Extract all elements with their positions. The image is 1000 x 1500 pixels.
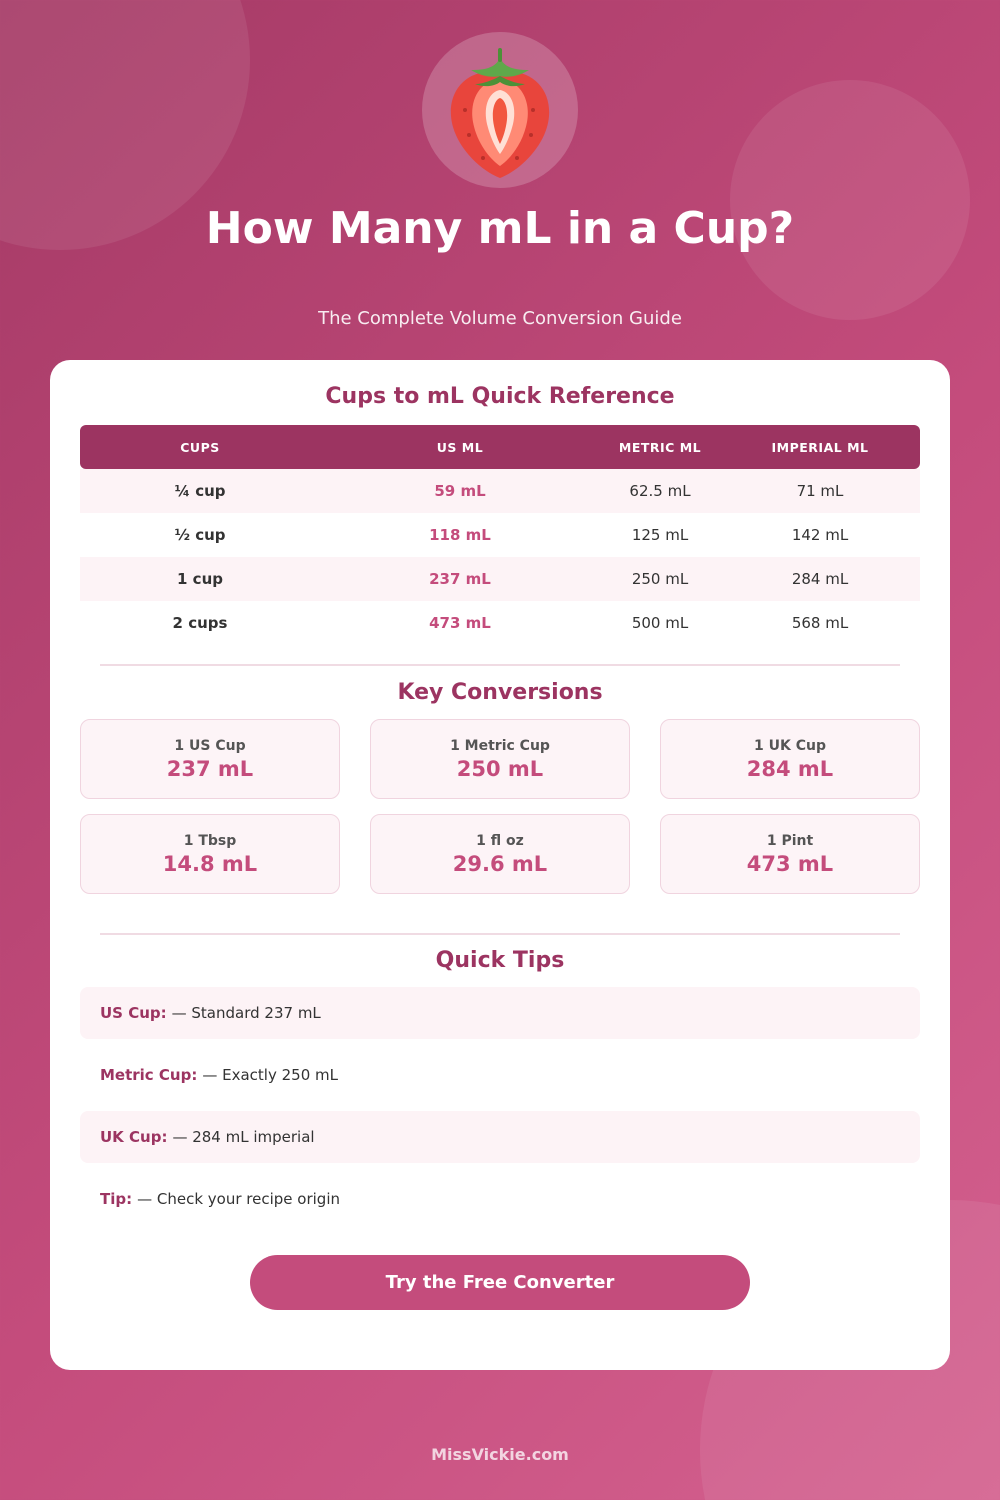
table-cell: 284 mL bbox=[791, 570, 849, 588]
conversion-label: 1 UK Cup bbox=[754, 738, 826, 754]
table-cell: 142 mL bbox=[791, 526, 849, 544]
table-header bbox=[80, 425, 920, 469]
reference-title: Cups to mL Quick Reference bbox=[325, 384, 675, 409]
column-header: METRIC ML bbox=[618, 439, 702, 455]
conversion-label: 1 Metric Cup bbox=[450, 738, 550, 754]
table-row bbox=[80, 557, 920, 601]
hero-badge bbox=[422, 32, 578, 188]
decorative-circle bbox=[730, 80, 970, 320]
table-cell: 71 mL bbox=[796, 482, 844, 500]
table-cell: 1 cup bbox=[177, 570, 223, 588]
tip-item bbox=[80, 1049, 920, 1101]
tip-text: — Check your recipe origin bbox=[137, 1190, 340, 1208]
conversion-box-metric-cup bbox=[370, 719, 630, 799]
reference-table bbox=[80, 425, 920, 645]
tip-text: — Exactly 250 mL bbox=[202, 1066, 338, 1084]
tips-title: Quick Tips bbox=[435, 948, 565, 973]
table-cell: 62.5 mL bbox=[629, 482, 691, 500]
table-cell: ¼ cup bbox=[174, 482, 226, 500]
table-cell: 59 mL bbox=[434, 482, 486, 500]
tip-label: UK Cup: bbox=[100, 1128, 168, 1146]
tip-item bbox=[80, 1111, 920, 1163]
table-cell: 2 cups bbox=[172, 614, 228, 632]
conversion-box-us-cup bbox=[80, 719, 340, 799]
table-cell: 568 mL bbox=[791, 614, 849, 632]
table-cell: 500 mL bbox=[631, 614, 689, 632]
table-cell: 250 mL bbox=[631, 570, 689, 588]
conversion-box-fl-oz bbox=[370, 814, 630, 894]
strawberry-icon bbox=[445, 40, 555, 180]
table-row bbox=[80, 469, 920, 513]
conversion-value: 473 mL bbox=[746, 852, 834, 876]
table-cell: 237 mL bbox=[429, 570, 491, 588]
conversion-label: 1 Pint bbox=[766, 833, 814, 849]
conversion-value: 29.6 mL bbox=[452, 852, 548, 876]
tip-item bbox=[80, 987, 920, 1039]
tip-label: Metric Cup: bbox=[100, 1066, 198, 1084]
column-header: CUPS bbox=[180, 439, 220, 455]
table-cell: ½ cup bbox=[174, 526, 226, 544]
tip-text: — Standard 237 mL bbox=[171, 1004, 321, 1022]
conversion-value: 284 mL bbox=[746, 757, 834, 781]
column-header: IMPERIAL ML bbox=[771, 439, 869, 455]
column-header: US ML bbox=[436, 439, 484, 455]
page-title: How Many mL in a Cup? bbox=[205, 203, 795, 254]
key-conversions-title: Key Conversions bbox=[397, 680, 603, 705]
tip-label: Tip: bbox=[100, 1190, 133, 1208]
try-converter-button[interactable]: Try the Free Converter bbox=[250, 1255, 750, 1310]
site-footer[interactable]: MissVickie.com bbox=[431, 1445, 569, 1464]
table-cell: 473 mL bbox=[429, 614, 491, 632]
conversion-box-pint bbox=[660, 814, 920, 894]
conversion-label: 1 US Cup bbox=[174, 738, 246, 754]
page-subtitle: The Complete Volume Conversion Guide bbox=[318, 308, 682, 329]
tip-text: — 284 mL imperial bbox=[172, 1128, 315, 1146]
content-card bbox=[50, 360, 950, 1370]
section-divider bbox=[100, 933, 900, 935]
table-row bbox=[80, 513, 920, 557]
table-cell: 125 mL bbox=[631, 526, 689, 544]
conversion-box-uk-cup bbox=[660, 719, 920, 799]
conversion-value: 237 mL bbox=[166, 757, 254, 781]
table-cell: 118 mL bbox=[429, 526, 491, 544]
conversion-value: 250 mL bbox=[456, 757, 544, 781]
tip-item bbox=[80, 1173, 920, 1225]
conversion-box-tbsp bbox=[80, 814, 340, 894]
section-divider bbox=[100, 664, 900, 666]
table-row bbox=[80, 601, 920, 645]
conversion-value: 14.8 mL bbox=[162, 852, 258, 876]
conversion-label: 1 Tbsp bbox=[183, 833, 237, 849]
conversion-label: 1 fl oz bbox=[476, 833, 524, 849]
tip-label: US Cup: bbox=[100, 1004, 167, 1022]
